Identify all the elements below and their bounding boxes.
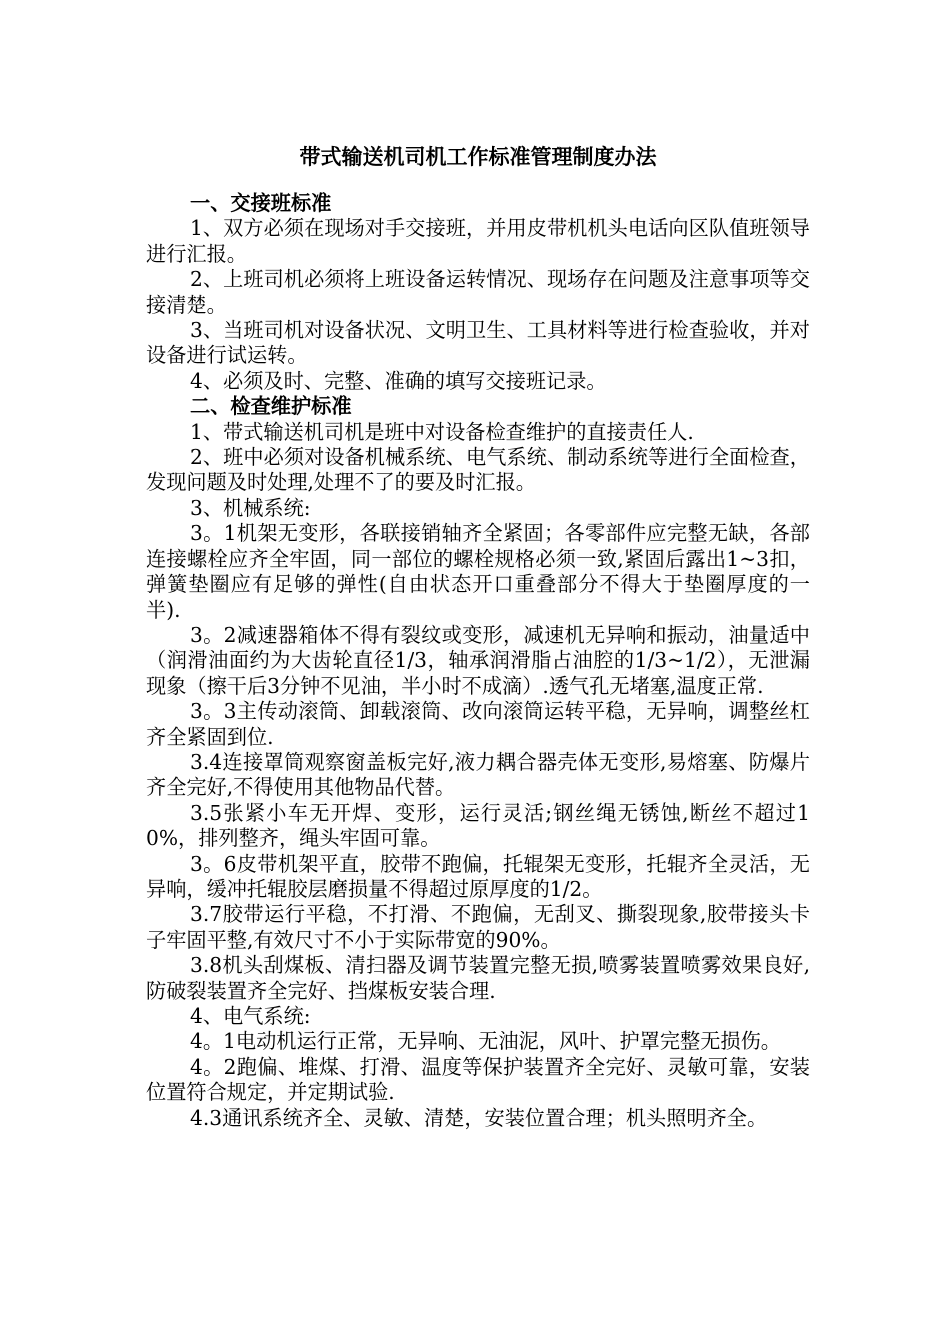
paragraph: 3。1机架无变形，各联接销轴齐全紧固；各零部件应完整无缺，各部连接螺栓应齐全牢固，同一部位的螺栓规格必须一致,紧固后露出1~3扣，弹簧垫圈应有足够的弹性(自由状态开口重叠部分不得大于垫圈厚度的一半). (146, 521, 810, 622)
document-body (146, 191, 810, 1131)
paragraph: 3.5张紧小车无开焊、变形，运行灵活;钢丝绳无锈蚀,断丝不超过10%，排列整齐，绳头牢固可靠。 (146, 800, 810, 851)
paragraph: 1、双方必须在现场对手交接班，并用皮带机机头电话向区队值班领导进行汇报。 (146, 216, 810, 266)
section-heading-handover: 一、交接班标准 (190, 191, 332, 215)
paragraph: 2、上班司机必须将上班设备运转情况、现场存在问题及注意事项等交接清楚。 (146, 267, 810, 317)
paragraph: 2、班中必须对设备机械系统、电气系统、制动系统等进行全面检查，发现问题及时处理,处理不了的要及时汇报。 (146, 445, 810, 495)
paragraph: 3.4连接罩筒观察窗盖板完好,液力耦合器壳体无变形,易熔塞、防爆片齐全完好,不得使用其他物品代替。 (146, 749, 810, 800)
paragraph: 3。3主传动滚筒、卸载滚筒、改向滚筒运转平稳，无异响，调整丝杠齐全紧固到位. (146, 699, 810, 749)
paragraph: 3。2减速器箱体不得有裂纹或变形，减速机无异响和振动，油量适中（润滑油面约为大齿轮直径1/3，轴承润滑脂占油腔的1/3~1/2），无泄漏现象（擦干后3分钟不见油，半小时不成滴）.透气孔无堵塞,温度正常. (146, 622, 810, 698)
paragraph: 3、当班司机对设备状况、文明卫生、工具材料等进行检查验收，并对设备进行试运转。 (146, 318, 810, 368)
paragraph: 4、电气系统: (190, 1004, 311, 1028)
paragraph: 4、必须及时、完整、准确的填写交接班记录。 (190, 368, 607, 393)
paragraph: 3.8机头刮煤板、清扫器及调节装置完整无损,喷雾装置喷雾效果良好,防破裂装置齐全完好、挡煤板安装合理. (146, 953, 810, 1003)
paragraph: 4。2跑偏、堆煤、打滑、温度等保护装置齐全完好、灵敏可靠，安装位置符合规定，并定期试验. (146, 1054, 810, 1105)
section-heading-inspection: 二、检查维护标准 (190, 394, 352, 419)
paragraph: 1、带式输送机司机是班中对设备检查维护的直接责任人. (190, 419, 694, 444)
paragraph: 3、机械系统: (190, 495, 311, 520)
document-title: 带式输送机司机工作标准管理制度办法 (299, 145, 657, 169)
paragraph: 4。1电动机运行正常，无异响、无油泥，风叶、护罩完整无损伤。 (190, 1029, 781, 1054)
paragraph: 4.3通讯系统齐全、灵敏、清楚，安装位置合理；机头照明齐全。 (190, 1105, 768, 1130)
document-page (146, 0, 810, 1344)
paragraph: 3.7胶带运行平稳，不打滑、不跑偏，无刮叉、撕裂现象,胶带接头卡子牢固平整,有效尺寸不小于实际带宽的90%。 (146, 902, 810, 952)
paragraph: 3。6皮带机架平直，胶带不跑偏，托辊架无变形，托辊齐全灵活，无异响，缓冲托辊胶层磨损量不得超过原厚度的1/2。 (146, 851, 810, 901)
